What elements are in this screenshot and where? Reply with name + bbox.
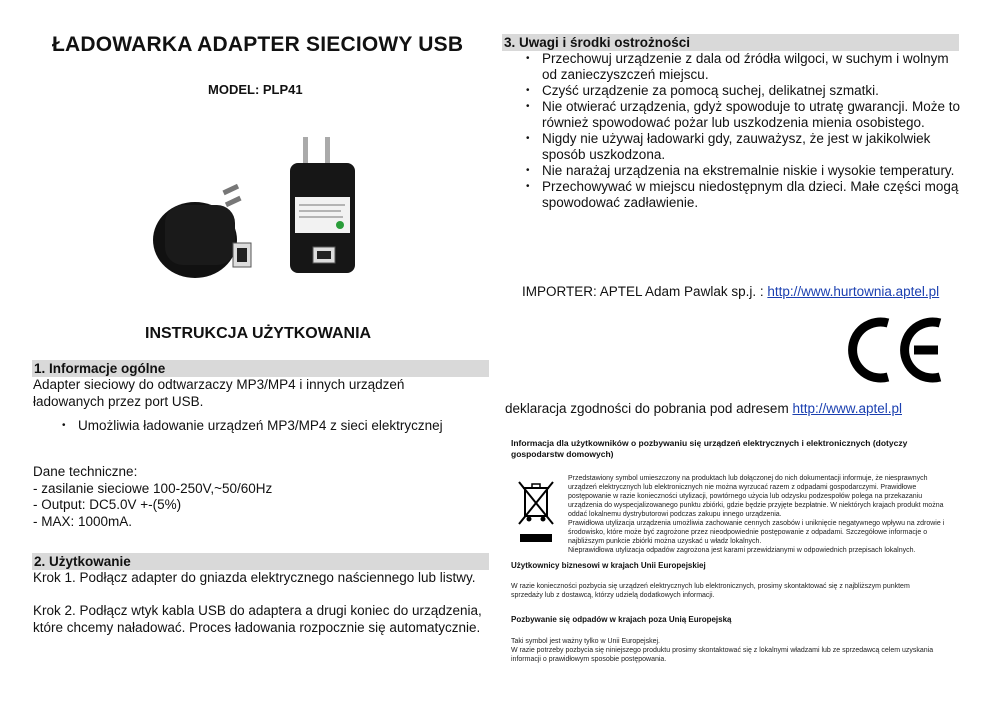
charger-photo	[145, 135, 375, 285]
importer-line	[522, 284, 939, 301]
section2-step2: Krok 2. Podłącz wtyk kabla USB do adaptera a drugi koniec do urządzenia, które chcemy naładować. Proces ładowania rozpocznie się automatycznie.	[33, 603, 482, 635]
section2-heading: 2. Użytkowanie	[32, 553, 489, 570]
outside-eu-text2: W razie potrzeby pozbycia się niniejszego produktu prosimy skontaktować się z lokalnymi władzami lub ze sprzedawcą celem uzyskania informacji o prawidłowym sposobie postępowania.	[511, 647, 934, 663]
declaration-line	[505, 401, 902, 418]
section3-bullet: • Nie narażaj urządzenia na ekstremalnie niskie i wysokie temperatury.	[522, 163, 962, 179]
section3-heading: 3. Uwagi i środki ostrożności	[502, 34, 959, 51]
biz-heading: Użytkownicy biznesowi w krajach Unii Europejskiej	[511, 561, 706, 570]
section1-text: Adapter sieciowy do odtwarzaczy MP3/MP4 i innych urządzeń ładowanych przez port USB.	[33, 377, 405, 409]
weee-body-p1: Przedstawiony symbol umieszczony na produktach lub dołączonej do nich dokumentacji informuje, że niesprawnych urządzeń elektrycznych lub elektronicznych nie można wyrzucać razem z odpadami gospodarczymi. Prawidłowe postępowanie w razie konieczności utylizacji, powtórnego użycia lub odzysku podzespołów polega na przekazaniu urządzenia do wyspecjalizowanego punktu zbiórki, gdzie będzie przyjęte bezpłatnie. W niektórych krajach produkt można oddać lokalnemu dystrybutorowi podczas zakupu innego urządzenia.	[568, 475, 944, 518]
outside-eu-text	[511, 637, 956, 664]
declaration-link[interactable]: http://www.aptel.pl	[792, 401, 902, 416]
section3-bullet: • Nie otwierać urządzenia, gdyż spowoduje to utratę gwarancji. Może to również spowodować pożar lub uszkodzenia mienia osobistego.	[522, 99, 962, 131]
crossed-bin-icon	[516, 478, 556, 544]
section3-bullets	[522, 51, 962, 211]
biz-text: W razie konieczności pozbycia się urządzeń elektrycznych lub elektronicznych, prosimy skontaktować się z najbliższym punktem sprzedaży lub z dostawcą, którzy udzielą dodatkowych informacji.	[511, 583, 910, 599]
weee-body-p3: Nieprawidłowa utylizacja odpadów zagrożona jest karami przewidzianymi w odpowiednich przepisach lokalnych.	[568, 547, 916, 554]
weee-heading: Informacja dla użytkowników o pozbywaniu się urządzeń elektrycznych i elektronicznych (dotyczy gospodarstw domowych)	[511, 438, 908, 459]
importer-link[interactable]: http://www.hurtownia.aptel.pl	[767, 284, 940, 299]
tech-line: - zasilanie sieciowe 100-250V,~50/60Hz	[33, 480, 273, 496]
tech-heading: Dane techniczne:	[33, 464, 138, 479]
tech-line: - Output: DC5.0V +-(5%)	[33, 497, 182, 512]
model-label: MODEL: PLP41	[208, 82, 303, 97]
section3-bullet: • Czyść urządzenie za pomocą suchej, delikatnej szmatki.	[522, 83, 962, 99]
section1-heading: 1. Informacje ogólne	[32, 360, 489, 377]
ce-mark-icon	[842, 315, 947, 385]
importer-text: IMPORTER: APTEL Adam Pawlak sp.j. :	[522, 284, 768, 299]
document-title: ŁADOWARKA ADAPTER SIECIOWY USB	[52, 33, 464, 56]
weee-body-p2: Prawidłowa utylizacja urządzenia umożliwia zachowanie cennych zasobów i uniknięcie negatywnego wpływu na zdrowie i środowisko, które może być zagrożone przez nieodpowiednie postępowanie z odpadami. Szczegółowe informacje o najbliższym punkcie zbiórki można uzyskać u władz lokalnych.	[568, 520, 945, 545]
outside-eu-heading: Pozbywanie się odpadów w krajach poza Unią Europejską	[511, 615, 732, 624]
outside-eu-text1: Taki symbol jest ważny tylko w Unii Europejskej.	[511, 638, 660, 645]
instruction-heading: INSTRUKCJA UŻYTKOWANIA	[145, 325, 372, 342]
weee-body	[568, 474, 956, 555]
declaration-text: deklaracja zgodności do pobrania pod adresem	[505, 401, 793, 416]
tech-line: - MAX: 1000mA.	[33, 513, 133, 529]
tech-block	[33, 464, 433, 530]
section3-bullet: • Nigdy nie używaj ładowarki gdy, zauważysz, że jest w jakikolwiek sposób uszkodzona.	[522, 131, 962, 163]
section2-step1: Krok 1. Podłącz adapter do gniazda elektrycznego naściennego lub listwy.	[33, 570, 476, 585]
section1-bullet: • Umożliwia ładowanie urządzeń MP3/MP4 z sieci elektrycznej	[58, 418, 478, 434]
section1-bullets	[58, 418, 478, 434]
section3-bullet: • Przechowuj urządzenie z dala od źródła wilgoci, w suchym i wolnym od zanieczyszczeń miejscu.	[522, 51, 962, 83]
section3-bullet: • Przechowywać w miejscu niedostępnym dla dzieci. Małe części mogą spowodować zadławienie.	[522, 179, 962, 211]
